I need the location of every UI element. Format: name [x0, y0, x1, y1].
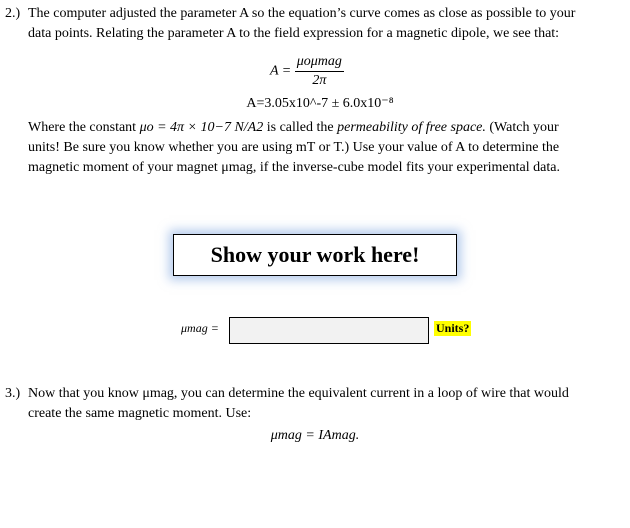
show-work-label: Show your work here!: [210, 242, 420, 267]
body-text: Where the constant: [28, 120, 137, 135]
body-text: is called the: [266, 120, 334, 135]
question-2-number: 2.): [5, 6, 21, 21]
a-value: A=3.05x10^-7 ± 6.0x10⁻⁸: [246, 96, 394, 111]
mu-mag-label: μmag =: [181, 321, 219, 335]
mu-mag-input[interactable]: [229, 317, 429, 344]
question-2-intro: [28, 4, 628, 44]
question-2-line-2: data points. Relating the parameter A to the field expression for a magnetic dipole, we see that:: [28, 26, 560, 41]
equation-lhs: A =: [270, 63, 292, 79]
question-2-body-line-2: units! Be sure you know whether you are using mT or T.) Use your value of A to determine the: [28, 140, 560, 155]
question-2-body-line-3: magnetic moment of your magnet μmag, if the inverse-cube model fits your experimental data.: [28, 160, 560, 175]
permeability-term: permeability of free space.: [337, 120, 486, 135]
equation-numerator: μoμmag: [295, 54, 344, 72]
question-2-body-line-1: [28, 118, 628, 138]
body-text: (Watch your: [489, 120, 559, 135]
question-2-body: [28, 118, 628, 178]
question-3-intro: [28, 384, 628, 424]
dipole-equation: [270, 54, 370, 89]
equation-denominator: 2π: [312, 73, 327, 88]
question-3-number: 3.): [5, 386, 21, 401]
units-label[interactable]: Units?: [436, 321, 470, 335]
show-work-box[interactable]: [173, 234, 457, 276]
question-3-line-1: Now that you know μmag, you can determine the equivalent current in a loop of wire that would: [28, 386, 569, 401]
question-2-line-1: The computer adjusted the parameter A so the equation’s curve comes as close as possible to your: [28, 6, 576, 21]
question-3-line-2: create the same magnetic moment. Use:: [28, 406, 252, 421]
current-equation: μmag = IAmag.: [270, 428, 360, 443]
equation-fraction: [295, 54, 344, 89]
mu-naught-expression: μo = 4π × 10−7 N/A2: [139, 120, 264, 135]
